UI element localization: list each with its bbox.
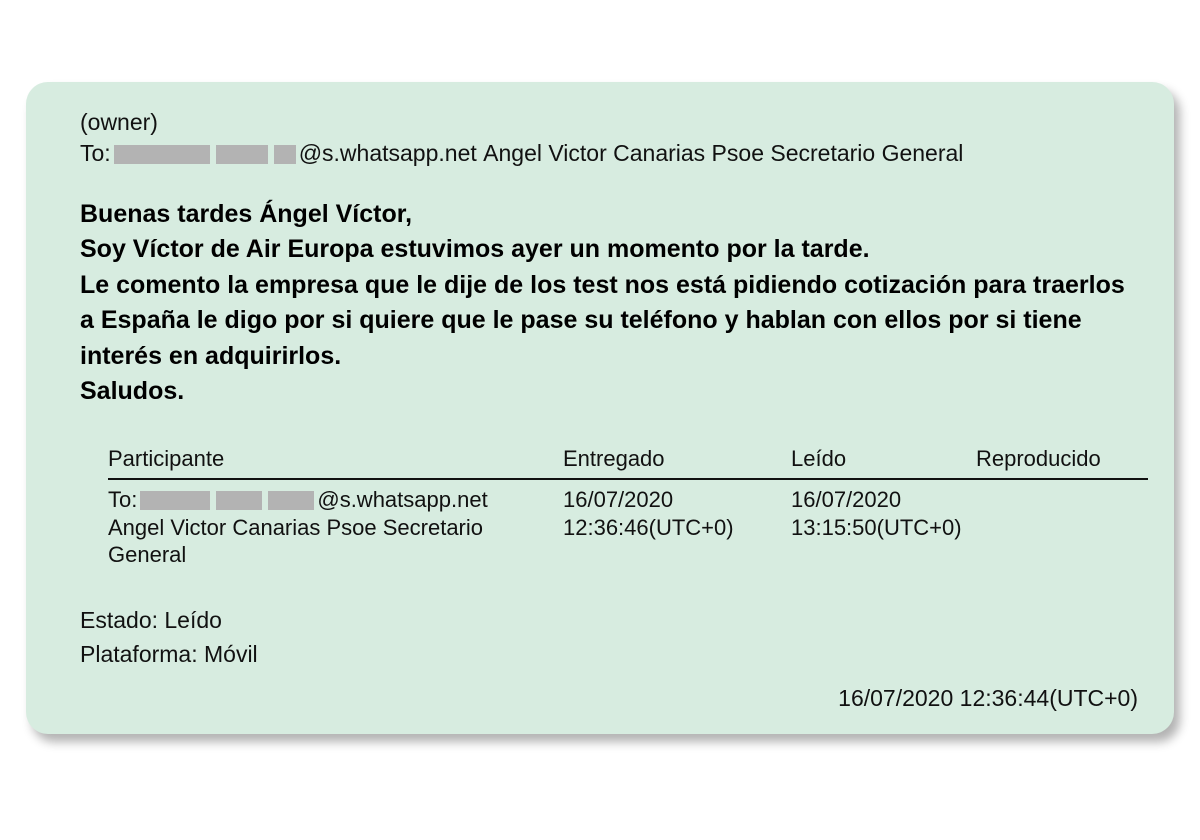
- message-body: [80, 197, 1140, 410]
- recipient-domain: @s.whatsapp.net: [298, 140, 477, 167]
- redaction-block: [274, 145, 296, 164]
- cell-leido: [791, 479, 976, 569]
- table-row: [108, 479, 1148, 569]
- cell-entregado: [563, 479, 791, 569]
- leido-date: 16/07/2020: [791, 486, 902, 512]
- recipient-name: Angel Victor Canarias Psoe Secretario General: [483, 140, 964, 167]
- message-line: Soy Víctor de Air Europa estuvimos ayer un momento por la tarde.: [80, 235, 870, 264]
- delivery-table-wrapper: [108, 446, 1148, 569]
- redaction-block: [114, 145, 210, 164]
- entregado-time: 12:36:46(UTC+0): [563, 514, 734, 540]
- participant-domain: @s.whatsapp.net: [317, 486, 488, 512]
- recipient-line: [80, 139, 1140, 168]
- participant-name: Angel Victor Canarias Psoe Secretario General: [108, 514, 484, 568]
- whatsapp-message-card: [26, 82, 1174, 734]
- column-header-leido: Leído: [791, 446, 976, 479]
- entregado-date: 16/07/2020: [563, 486, 674, 512]
- cell-participante: [108, 479, 563, 569]
- cell-reproducido: [976, 479, 1148, 569]
- redaction-block: [268, 491, 314, 510]
- table-header-row: [108, 446, 1148, 479]
- owner-label: (owner): [80, 109, 158, 135]
- delivery-table: [108, 446, 1148, 569]
- leido-time: 13:15:50(UTC+0): [791, 514, 962, 540]
- column-header-participante: Participante: [108, 446, 563, 479]
- column-header-entregado: Entregado: [563, 446, 791, 479]
- message-line: Le comento la empresa que le dije de los test nos está pidiendo cotización para traerlos a España le digo por si quiere que le pase su teléfono y hablan con ellos por si tiene interés en adquirirlos.: [80, 270, 1125, 370]
- estado-label: Estado: Leído: [80, 607, 222, 634]
- participant-to-prefix: To:: [108, 486, 138, 512]
- redaction-block: [216, 491, 262, 510]
- plataforma-label: Plataforma: Móvil: [80, 641, 258, 668]
- message-line: Buenas tardes Ángel Víctor,: [80, 199, 413, 228]
- message-line: Saludos.: [80, 377, 185, 406]
- status-block: [80, 603, 1140, 671]
- redaction-block: [140, 491, 210, 510]
- column-header-reproducido: Reproducido: [976, 446, 1148, 479]
- to-prefix: To:: [80, 140, 111, 167]
- redaction-block: [216, 145, 268, 164]
- message-timestamp: 16/07/2020 12:36:44(UTC+0): [838, 685, 1138, 711]
